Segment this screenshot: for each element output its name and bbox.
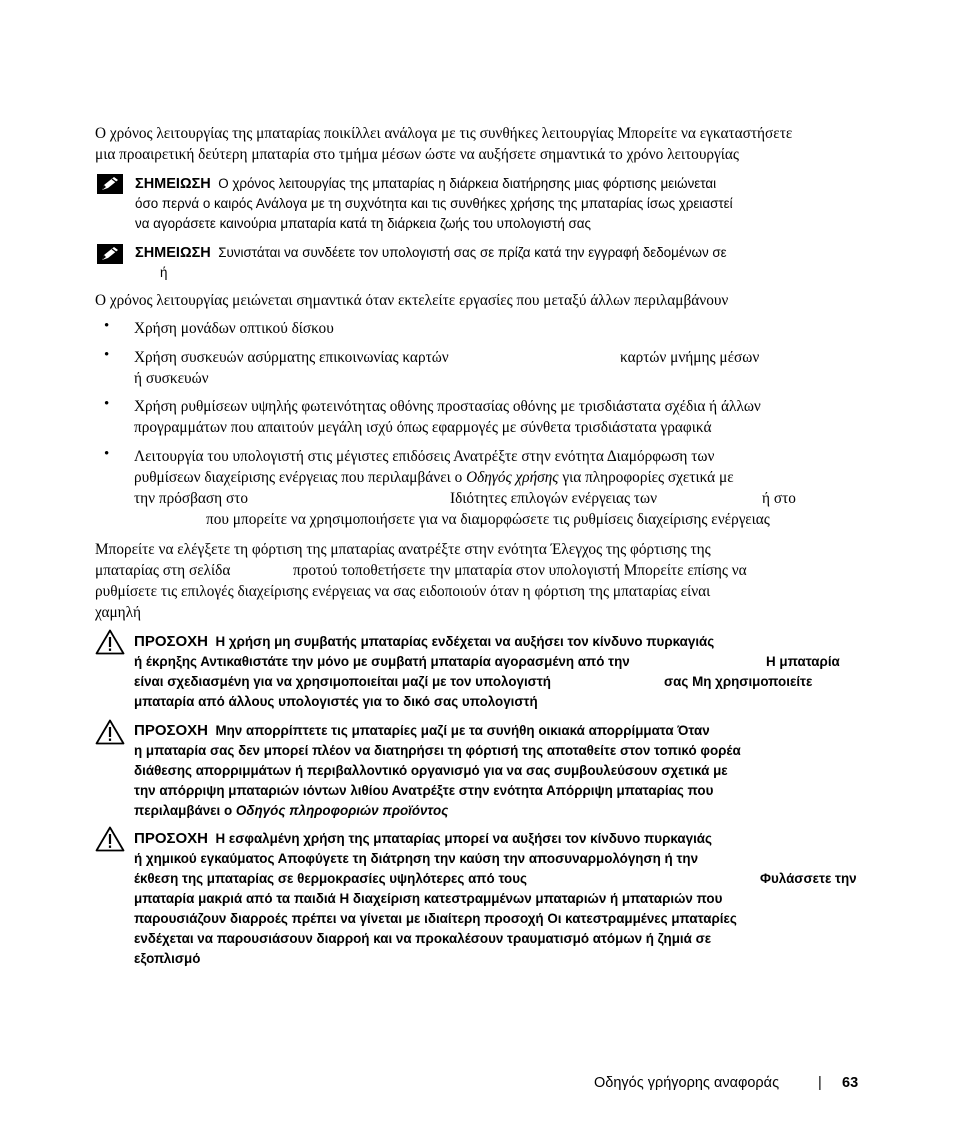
text-segment: σας Μη χρησιμοποιείτε — [664, 674, 813, 689]
text-segment: καρτών μνήμης μέσων — [620, 349, 760, 366]
text-segment: Ιδιότητες επιλογών ενέργειας των — [450, 490, 658, 507]
caution-3 — [134, 829, 864, 969]
text-segment: ή συσκευών — [134, 370, 209, 387]
pencil-note-icon — [97, 174, 123, 194]
note-label: ΣΗΜΕΙΩΣΗ — [135, 245, 211, 261]
bullet-marker: • — [104, 396, 110, 412]
text-line: Μην απορρίπτετε τις μπαταρίες μαζί με τα συνήθη οικιακά απορρίμματα Όταν — [215, 723, 710, 738]
warning-triangle-icon — [95, 629, 125, 655]
text-line: Ο χρόνος λειτουργίας της μπαταρίας ποικίλλει ανάλογα με τις συνθήκες λειτουργίας Μπορείτε να εγκαταστήσετε — [95, 125, 793, 142]
note-2 — [135, 243, 727, 283]
bullet-marker: • — [104, 446, 110, 462]
text-line: εξοπλισμό — [134, 951, 201, 966]
text-line: η μπαταρία σας δεν μπορεί πλέον να διατηρήσει τη φόρτισή της αποταθείτε στον τοπικό φορέα — [134, 743, 741, 758]
note-label: ΣΗΜΕΙΩΣΗ — [135, 176, 211, 192]
text-segment: που μπορείτε να χρησιμοποιήσετε για να διαμορφώσετε τις ρυθμίσεις διαχείρισης ενέργειας — [206, 511, 770, 528]
text-line: Συνιστάται να συνδέετε τον υπολογιστή σας σε πρίζα κατά την εγγραφή δεδομένων σε — [218, 245, 727, 260]
text-segment: Φυλάσσετε την — [760, 871, 857, 886]
text-segment: Χρήση συσκευών ασύρματης επικοινωνίας καρτών — [134, 349, 449, 366]
guide-title: Οδηγός χρήσης — [466, 469, 559, 486]
text-segment: έκθεση της μπαταρίας σε θερμοκρασίες υψηλότερες από τους — [134, 871, 527, 886]
list-item — [134, 347, 834, 389]
footer-title: Οδηγός γρήγορης αναφοράς — [594, 1075, 780, 1091]
note-1 — [135, 174, 733, 234]
caution-2 — [134, 721, 741, 821]
text-line: Χρήση μονάδων οπτικού δίσκου — [134, 320, 334, 337]
text-line: μπαταρία μακριά από τα παιδιά Η διαχείριση κατεστραμμένων μπαταριών ή μπαταριών που — [134, 891, 723, 906]
text-segment: ή στο — [762, 490, 796, 507]
text-line: μια προαιρετική δεύτερη μπαταρία στο τμήμα μέσων ώστε να αυξήσετε σημαντικά το χρόνο λειτουργίας — [95, 146, 739, 163]
bullet-marker: • — [104, 347, 110, 363]
text-line: ενδέχεται να παρουσιάσουν διαρροή και να προκαλέσουν τραυματισμό ατόμων ή ζημιά σε — [134, 931, 712, 946]
text-line: όσο περνά ο καιρός Ανάλογα με τη συχνότητα και τις συνθήκες χρήσης της μπαταρίας ίσως χρειαστεί — [135, 196, 733, 211]
text-line: Η χρήση μη συμβατής μπαταρίας ενδέχεται να αυξήσει τον κίνδυνο πυρκαγιάς — [215, 634, 715, 649]
bullet-marker: • — [104, 318, 110, 334]
text-segment: Λειτουργία του υπολογιστή στις μέγιστες επιδόσεις Ανατρέξτε στην ενότητα Διαμόρφωση των — [134, 448, 715, 465]
list-item — [134, 318, 334, 339]
text-segment: περιλαμβάνει ο — [134, 803, 236, 818]
text-segment: ή έκρηξης Αντικαθιστάτε την μόνο με συμβατή μπαταρία αγορασμένη από την — [134, 654, 630, 669]
paragraph: Ο χρόνος λειτουργίας μειώνεται σημαντικά όταν εκτελείτε εργασίες που μεταξύ άλλων περιλαμβάνουν — [95, 292, 729, 309]
footer-separator: | — [818, 1075, 822, 1091]
warning-triangle-icon — [95, 826, 125, 852]
guide-title: Οδηγός πληροφοριών προϊόντος — [235, 803, 449, 818]
list-item — [134, 396, 761, 438]
text-segment: μπαταρίας στη σελίδα — [95, 562, 231, 579]
text-line: Χρήση ρυθμίσεων υψηλής φωτεινότητας οθόνης προστασίας οθόνης με τρισδιάστατα σχέδια ή άλλων — [134, 398, 761, 415]
text-line: παρουσιάζουν διαρροές πρέπει να γίνεται με ιδιαίτερη προσοχή Οι κατεστραμμένες μπαταρίες — [134, 911, 737, 926]
text-line: ρυθμίσετε τις επιλογές διαχείρισης ενέργειας να σας ειδοποιούν όταν η φόρτιση της μπαταρίας είναι — [95, 583, 711, 600]
caution-label: ΠΡΟΣΟΧΗ — [134, 830, 209, 847]
intro-paragraph — [95, 123, 792, 165]
text-line: Η εσφαλμένη χρήση της μπαταρίας μπορεί να αυξήσει τον κίνδυνο πυρκαγιάς — [215, 831, 712, 846]
text-line: ή — [160, 265, 168, 280]
text-segment: για πληροφορίες σχετικά με — [558, 469, 734, 486]
list-item — [134, 446, 854, 530]
caution-1 — [134, 632, 864, 712]
text-segment: Η μπαταρία — [766, 654, 840, 669]
caution-label: ΠΡΟΣΟΧΗ — [134, 722, 209, 739]
warning-triangle-icon — [95, 719, 125, 745]
text-line: να αγοράσετε καινούρια μπαταρία κατά τη διάρκεια ζωής του υπολογιστή σας — [135, 216, 591, 231]
text-segment: ρυθμίσεων διαχείρισης ενέργειας που περιλαμβάνει ο — [134, 469, 467, 486]
text-line: διάθεσης απορριμμάτων ή περιβαλλοντικό οργανισμό για να σας συμβουλεύσουν σχετικά με — [134, 763, 728, 778]
charge-paragraph — [95, 539, 855, 623]
text-line: Μπορείτε να ελέγξετε τη φόρτιση της μπαταρίας ανατρέξτε στην ενότητα Έλεγχος της φόρτισης της — [95, 541, 711, 558]
text-line: προγραμμάτων που απαιτούν μεγάλη ισχύ όπως εφαρμογές με σύνθετα τρισδιάστατα γραφικά — [134, 419, 712, 436]
text-line: ή χημικού εγκαύματος Αποφύγετε τη διάτρηση την καύση την αποσυναρμολόγηση ή την — [134, 851, 699, 866]
text-line: χαμηλή — [95, 604, 141, 621]
text-segment: είναι σχεδιασμένη για να χρησιμοποιείται μαζί με τον υπολογιστή — [134, 674, 551, 689]
text-line: την απόρριψη μπαταριών ιόντων λιθίου Ανατρέξτε στην ενότητα Απόρριψη μπαταρίας που — [134, 783, 714, 798]
page-number: 63 — [842, 1075, 859, 1091]
pencil-note-icon — [97, 244, 123, 264]
text-line: Ο χρόνος λειτουργίας της μπαταρίας η διάρκεια διατήρησης μιας φόρτισης μειώνεται — [218, 176, 717, 191]
caution-label: ΠΡΟΣΟΧΗ — [134, 633, 209, 650]
text-segment: την πρόσβαση στο — [134, 490, 249, 507]
text-line: μπαταρία από άλλους υπολογιστές για το δικό σας υπολογιστή — [134, 694, 538, 709]
text-segment: προτού τοποθετήσετε την μπαταρία στον υπολογιστή Μπορείτε επίσης να — [293, 562, 747, 579]
